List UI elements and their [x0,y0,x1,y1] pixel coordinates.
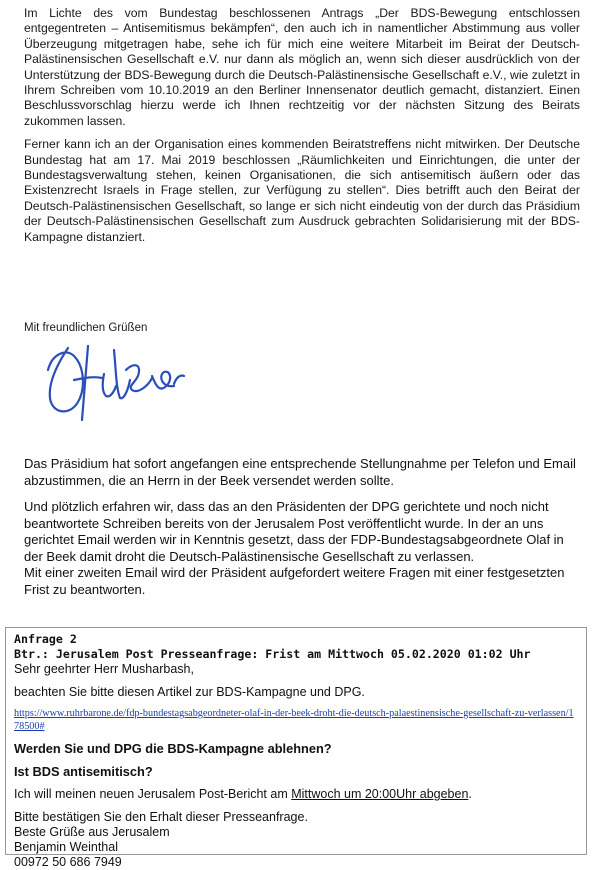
email-plan-text: Ich will meinen neuen Jerusalem Post-Bericht am [14,787,292,801]
letter-greeting: Mit freundlichen Grüßen [24,322,148,334]
email-plan [14,787,578,802]
handwritten-signature [30,340,190,430]
letter-paragraph-2: Ferner kann ich an der Organisation eines kommenden Beiratstreffens nicht mitwirken. Der Deutsche Bundestag hat am 17. Mai 2019 beschlossen „Räumlichkeiten und Einrichtungen, die unter der Bundestagsverwaltung stehen, keinen Organisationen, die sich antisemitisch äußern oder das Existenzrecht Israels in Frage stellen, zur Verfügung zu stellen“. Dies betrifft auch den Beirat der Deutsch-Palästinensischen Gesellschaft, so lange er sich nicht eindeutig von der durch das Präsidium der Deutsch-Palästinensischen Gesellschaft zum Ausdruck gebrachten Solidarisierung mit der BDS-Kampagne distanziert. [24,137,580,244]
email-question-2: Ist BDS antisemitisch? [14,764,153,779]
email-heading: Anfrage 2 [14,632,77,646]
email-excerpt [5,627,587,869]
email-subject: Btr.: Jerusalem Post Presseanfrage: Frist am Mittwoch 05.02.2020 01:02 Uhr [14,647,531,661]
email-intro: beachten Sie bitte diesen Artikel zur BDS-Kampagne und DPG. [14,685,365,699]
email-plan-end: . [468,787,472,801]
narrative-paragraph-2: Und plötzlich erfahren wir, dass das an den Präsidenten der DPG gerichtete und noch nicht beantwortete Schreiben bereits von der Jerusalem Post veröffentlicht wurde. In der an uns gerichtet Email werden wir in Kenntnis gesetzt, dass der FDP-Bundestagsabgeordnete Olaf in der Beek damit droht die Deutsch-Palästinensische Gesellschaft zu verlassen. [24,499,564,564]
narrative-paragraph-3: Mit einer zweiten Email wird der Präsident aufgefordert weitere Fragen mit einer festgesetzten Frist zu beantworten. [24,565,565,597]
email-sender-name: Benjamin Weinthal [14,840,118,854]
article-link[interactable]: https://www.ruhrbarone.de/fdp-bundestagsabgeordneter-olaf-in-der-beek-droht-die-deutsch-palaestinensische-gesellschaft-zu-verlassen/178500# [14,708,574,732]
email-sender-phone: 00972 50 686 7949 [14,855,122,869]
email-closing: Beste Grüße aus Jerusalem [14,825,170,839]
email-question-1: Werden Sie und DPG die BDS-Kampagne ablehnen? [14,741,332,756]
narrative-text [24,456,584,608]
email-plan-deadline: Mittwoch um 20:00Uhr abgeben [291,787,469,801]
email-confirm-request: Bitte bestätigen Sie den Erhalt dieser Presseanfrage. [14,810,308,824]
narrative-paragraph-1: Das Präsidium hat sofort angefangen eine entsprechende Stellungnahme per Telefon und Email abzustimmen, die an Herrn in der Beek versendet werden sollte. [24,456,576,488]
letter-paragraph-1: Im Lichte des vom Bundestag beschlossenen Antrags „Der BDS-Bewegung entschlossen entgegentreten – Antisemitismus bekämpfen“, den auch ich in namentlicher Abstimmung aus voller Überzeugung mitgetragen habe, sehe ich für mich eine weitere Mitarbeit im Beirat der Deutsch-Palästinensischen Gesellschaft e.V. nur dann als möglich an, wenn sich dieser ausdrücklich von der Unterstützung der BDS-Bewegung durch die Deutsch-Palästinensische Gesellschaft e.V., wie zuletzt in Ihrem Schreiben vom 10.10.2019 an den Berliner Innensenator deutlich gemacht, distanziert. Einen Beschlussvorschlag hierzu werde ich Ihnen rechtzeitig vor der nächsten Sitzung des Beirats zukommen lassen. [24,6,580,128]
email-salutation: Sehr geehrter Herr Musharbash, [14,662,194,676]
scanned-letter [24,6,580,253]
